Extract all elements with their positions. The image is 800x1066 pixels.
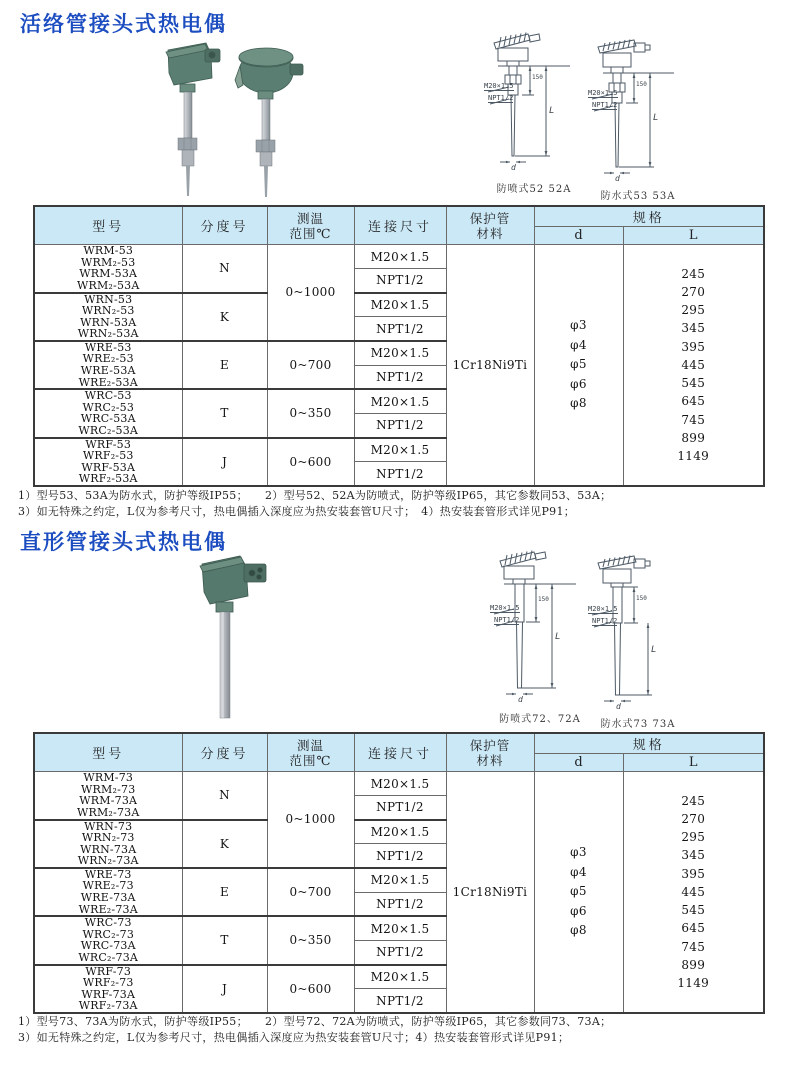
model-name: WRN₂-73 bbox=[81, 831, 135, 845]
col-header-range bbox=[267, 733, 354, 772]
conn-cell: M20×1.5 bbox=[354, 820, 446, 844]
section2-title: 直形管接头式热电偶 bbox=[20, 530, 227, 554]
range-header-line2: 范围℃ bbox=[289, 752, 332, 768]
conn-cell: NPT1/2 bbox=[354, 365, 446, 389]
model-name: WRN-53 bbox=[84, 292, 133, 306]
l-value: 395 bbox=[681, 866, 706, 881]
model-name: WRM-53 bbox=[83, 244, 134, 258]
grad-cell: J bbox=[182, 965, 267, 1013]
conn-cell: M20×1.5 bbox=[354, 245, 446, 269]
dim-150-label: 150 bbox=[538, 596, 549, 603]
dim-d-label: d bbox=[616, 702, 621, 711]
l-value: 295 bbox=[681, 830, 706, 845]
range-cell: 0~350 bbox=[267, 916, 354, 964]
thread-label-npt: NPT1/2 bbox=[488, 94, 514, 102]
conn-cell: NPT1/2 bbox=[354, 892, 446, 916]
model-cell-j bbox=[34, 965, 182, 1013]
col-header-d: d bbox=[534, 227, 623, 245]
model-name: WRM₂-53A bbox=[76, 278, 140, 292]
thread-label-m20: M20×1.5 bbox=[588, 605, 618, 613]
l-value: 545 bbox=[681, 376, 706, 391]
dim-l-label: L bbox=[555, 632, 561, 642]
l-value: 245 bbox=[681, 793, 706, 808]
col-header-grad: 分度号 bbox=[182, 733, 267, 772]
material-header-line2: 材料 bbox=[476, 752, 504, 768]
model-name: WRE-53A bbox=[80, 364, 136, 378]
model-name: WRE₂-53 bbox=[82, 352, 134, 366]
conn-cell: NPT1/2 bbox=[354, 844, 446, 868]
model-name: WRF₂-73 bbox=[82, 976, 134, 990]
range-cell: 0~600 bbox=[267, 438, 354, 486]
model-cell-k bbox=[34, 293, 182, 341]
range-cell: 0~700 bbox=[267, 341, 354, 389]
model-cell-j bbox=[34, 438, 182, 486]
conn-cell: NPT1/2 bbox=[354, 462, 446, 486]
l-value: 345 bbox=[681, 848, 706, 863]
l-value: 345 bbox=[681, 321, 706, 336]
conn-cell: M20×1.5 bbox=[354, 341, 446, 365]
note-line: 3）如无特殊之约定，L仅为参考尺寸，热电偶插入深度应为热安装套管U尺寸；4）热安装套管形式详见P91； bbox=[18, 1031, 570, 1044]
l-value: 745 bbox=[681, 939, 706, 954]
thread-label-m20: M20×1.5 bbox=[490, 604, 520, 612]
conn-cell: NPT1/2 bbox=[354, 269, 446, 293]
diagram-73-drawing bbox=[590, 553, 682, 713]
model-name: WRN-53A bbox=[80, 315, 137, 329]
section2-spec-table bbox=[33, 732, 765, 1014]
model-name: WRC-53 bbox=[84, 389, 132, 403]
model-name: WRM₂-53 bbox=[81, 255, 136, 269]
dim-l-label: L bbox=[653, 113, 659, 123]
model-name: WRN₂-53A bbox=[77, 327, 139, 341]
range-header-line2: 范围℃ bbox=[289, 225, 332, 241]
model-name: WRE₂-73A bbox=[78, 902, 138, 916]
conn-cell: M20×1.5 bbox=[354, 293, 446, 317]
d-value: φ6 bbox=[570, 903, 587, 918]
d-value: φ4 bbox=[570, 337, 587, 352]
thread-label-npt: NPT1/2 bbox=[494, 616, 520, 624]
col-header-model: 型号 bbox=[34, 206, 182, 245]
grad-cell: K bbox=[182, 293, 267, 341]
l-value: 645 bbox=[681, 394, 706, 409]
model-name: WRC₂-73A bbox=[78, 951, 139, 965]
grad-cell: K bbox=[182, 820, 267, 868]
model-name: WRF-73A bbox=[81, 987, 136, 1001]
range-cell: 0~700 bbox=[267, 868, 354, 916]
diagram-73-caption: 防水式73 73A bbox=[600, 719, 676, 730]
grad-cell: T bbox=[182, 389, 267, 437]
model-name: WRE-73A bbox=[80, 891, 136, 905]
dim-d-label: d bbox=[511, 163, 516, 172]
l-values-cell bbox=[623, 245, 764, 487]
model-name: WRM₂-73A bbox=[76, 805, 140, 819]
conn-cell: M20×1.5 bbox=[354, 772, 446, 796]
col-header-grad: 分度号 bbox=[182, 206, 267, 245]
col-header-l: L bbox=[623, 227, 764, 245]
diagram-52-caption: 防喷式52 52A bbox=[496, 184, 572, 195]
model-name: WRC-73A bbox=[80, 939, 136, 953]
thread-label-m20: M20×1.5 bbox=[588, 89, 618, 97]
thermocouple-photo-straight bbox=[186, 552, 286, 720]
diagram-53-caption: 防水式53 53A bbox=[600, 191, 676, 202]
model-cell-k bbox=[34, 820, 182, 868]
model-name: WRM-53A bbox=[79, 267, 138, 281]
grad-cell: T bbox=[182, 916, 267, 964]
material-header-line1: 保护管 bbox=[469, 737, 511, 753]
l-value: 745 bbox=[681, 412, 706, 427]
model-name: WRF-53A bbox=[81, 460, 136, 474]
dim-150-label: 150 bbox=[636, 595, 647, 602]
col-header-material bbox=[446, 733, 534, 772]
grad-cell: E bbox=[182, 341, 267, 389]
model-name: WRE-73 bbox=[84, 867, 132, 881]
diagram-water-73 bbox=[590, 553, 686, 730]
model-name: WRN-73A bbox=[80, 842, 137, 856]
model-name: WRE₂-73 bbox=[82, 879, 134, 893]
material-header-line2: 材料 bbox=[476, 225, 504, 241]
conn-cell: M20×1.5 bbox=[354, 868, 446, 892]
model-name: WRC-73 bbox=[84, 916, 132, 930]
dim-150-label: 150 bbox=[636, 81, 647, 88]
model-name: WRN₂-73A bbox=[77, 854, 139, 868]
model-name: WRC-53A bbox=[80, 412, 136, 426]
material-header-line1: 保护管 bbox=[469, 210, 511, 226]
l-value: 445 bbox=[681, 884, 706, 899]
conn-cell: M20×1.5 bbox=[354, 389, 446, 413]
l-value: 245 bbox=[681, 266, 706, 281]
model-name: WRN₂-53 bbox=[81, 304, 135, 318]
conn-cell: NPT1/2 bbox=[354, 413, 446, 437]
grad-cell: J bbox=[182, 438, 267, 486]
section1-spec-table bbox=[33, 205, 765, 487]
l-value: 1149 bbox=[677, 975, 710, 990]
d-values-cell bbox=[534, 245, 623, 487]
dim-l-label: L bbox=[651, 645, 657, 655]
note-line: 1）型号73、73A为防水式，防护等级IP55； 2）型号72、72A为防喷式，防护等级IP65，其它参数同73、73A； bbox=[18, 1015, 612, 1028]
col-header-spec: 规格 bbox=[534, 206, 764, 227]
range-cell: 0~600 bbox=[267, 965, 354, 1013]
diagram-72-drawing bbox=[492, 548, 584, 708]
grad-cell: E bbox=[182, 868, 267, 916]
model-name: WRM-73A bbox=[79, 794, 138, 808]
model-name: WRE₂-53A bbox=[78, 375, 138, 389]
l-value: 899 bbox=[681, 957, 706, 972]
material-cell: 1Cr18Ni9Ti bbox=[446, 245, 534, 487]
model-name: WRC₂-53A bbox=[78, 424, 139, 438]
conn-cell: M20×1.5 bbox=[354, 965, 446, 989]
dim-d-label: d bbox=[518, 695, 523, 704]
diagram-water-53 bbox=[590, 37, 686, 202]
col-header-d: d bbox=[534, 754, 623, 772]
conn-cell: M20×1.5 bbox=[354, 438, 446, 462]
section1-notes bbox=[18, 488, 611, 520]
d-value: φ5 bbox=[570, 884, 587, 899]
dim-l-label: L bbox=[549, 106, 555, 116]
conn-cell: NPT1/2 bbox=[354, 989, 446, 1013]
col-header-spec: 规格 bbox=[534, 733, 764, 754]
col-header-range bbox=[267, 206, 354, 245]
l-value: 545 bbox=[681, 903, 706, 918]
grad-cell: N bbox=[182, 245, 267, 293]
model-cell-n bbox=[34, 245, 182, 293]
section1-product-photo bbox=[148, 36, 313, 202]
col-header-conn: 连接尺寸 bbox=[354, 206, 446, 245]
l-value: 899 bbox=[681, 430, 706, 445]
col-header-conn: 连接尺寸 bbox=[354, 733, 446, 772]
range-cell: 0~1000 bbox=[267, 245, 354, 341]
l-value: 445 bbox=[681, 357, 706, 372]
model-name: WRE-53 bbox=[84, 340, 132, 354]
d-value: φ6 bbox=[570, 376, 587, 391]
thread-label-npt: NPT1/2 bbox=[592, 101, 618, 109]
model-name: WRM₂-73 bbox=[81, 782, 136, 796]
model-name: WRF₂-53A bbox=[78, 472, 138, 486]
model-cell-n bbox=[34, 772, 182, 820]
grad-cell: N bbox=[182, 772, 267, 820]
model-name: WRM-73 bbox=[83, 771, 134, 785]
model-name: WRF₂-73A bbox=[78, 999, 138, 1013]
d-values-cell bbox=[534, 772, 623, 1014]
model-name: WRF₂-53 bbox=[82, 449, 134, 463]
model-name: WRC₂-73 bbox=[82, 927, 135, 941]
range-cell: 0~350 bbox=[267, 389, 354, 437]
col-header-l: L bbox=[623, 754, 764, 772]
diagram-52-drawing bbox=[486, 30, 578, 178]
model-name: WRN-73 bbox=[84, 819, 133, 833]
diagram-spray-52 bbox=[486, 30, 582, 195]
d-value: φ3 bbox=[570, 318, 587, 333]
d-value: φ8 bbox=[570, 396, 587, 411]
range-header-line1: 测温 bbox=[296, 737, 324, 753]
conn-cell: M20×1.5 bbox=[354, 916, 446, 940]
l-value: 395 bbox=[681, 339, 706, 354]
col-header-material bbox=[446, 206, 534, 245]
d-value: φ8 bbox=[570, 923, 587, 938]
l-value: 270 bbox=[681, 285, 706, 300]
model-cell-t bbox=[34, 389, 182, 437]
l-value: 270 bbox=[681, 812, 706, 827]
range-cell: 0~1000 bbox=[267, 772, 354, 868]
range-header-line1: 测温 bbox=[296, 210, 324, 226]
l-value: 1149 bbox=[677, 448, 710, 463]
conn-cell: NPT1/2 bbox=[354, 317, 446, 341]
section1-title: 活络管接头式热电偶 bbox=[20, 12, 227, 36]
note-line: 1）型号53、53A为防水式，防护等级IP55； 2）型号52、52A为防喷式，防护等级IP65，其它参数同53、53A； bbox=[18, 489, 612, 502]
model-name: WRC₂-53 bbox=[82, 400, 135, 414]
col-header-model: 型号 bbox=[34, 733, 182, 772]
l-value: 645 bbox=[681, 921, 706, 936]
d-value: φ5 bbox=[570, 357, 587, 372]
d-value: φ4 bbox=[570, 864, 587, 879]
model-name: WRF-53 bbox=[85, 437, 132, 451]
dim-150-label: 150 bbox=[532, 74, 543, 81]
model-cell-t bbox=[34, 916, 182, 964]
diagram-72-caption: 防喷式72、72A bbox=[499, 714, 581, 725]
section2-product-photo bbox=[186, 552, 286, 724]
conn-cell: NPT1/2 bbox=[354, 940, 446, 964]
l-value: 295 bbox=[681, 303, 706, 318]
conn-cell: NPT1/2 bbox=[354, 796, 446, 820]
material-cell: 1Cr18Ni9Ti bbox=[446, 772, 534, 1014]
dim-d-label: d bbox=[615, 174, 620, 183]
diagram-spray-72 bbox=[492, 548, 588, 725]
section2-notes bbox=[18, 1014, 611, 1046]
l-values-cell bbox=[623, 772, 764, 1014]
model-cell-e bbox=[34, 341, 182, 389]
thread-label-m20: M20×1.5 bbox=[484, 82, 514, 90]
thread-label-npt: NPT1/2 bbox=[592, 617, 618, 625]
thermocouple-photo-pair bbox=[148, 36, 313, 198]
diagram-53-drawing bbox=[590, 37, 682, 185]
note-line: 3）如无特殊之约定，L仅为参考尺寸，热电偶插入深度应为热安装套管U尺寸； 4）热安装套管形式详见P91； bbox=[18, 505, 576, 518]
model-cell-e bbox=[34, 868, 182, 916]
model-name: WRF-73 bbox=[85, 964, 132, 978]
d-value: φ3 bbox=[570, 845, 587, 860]
